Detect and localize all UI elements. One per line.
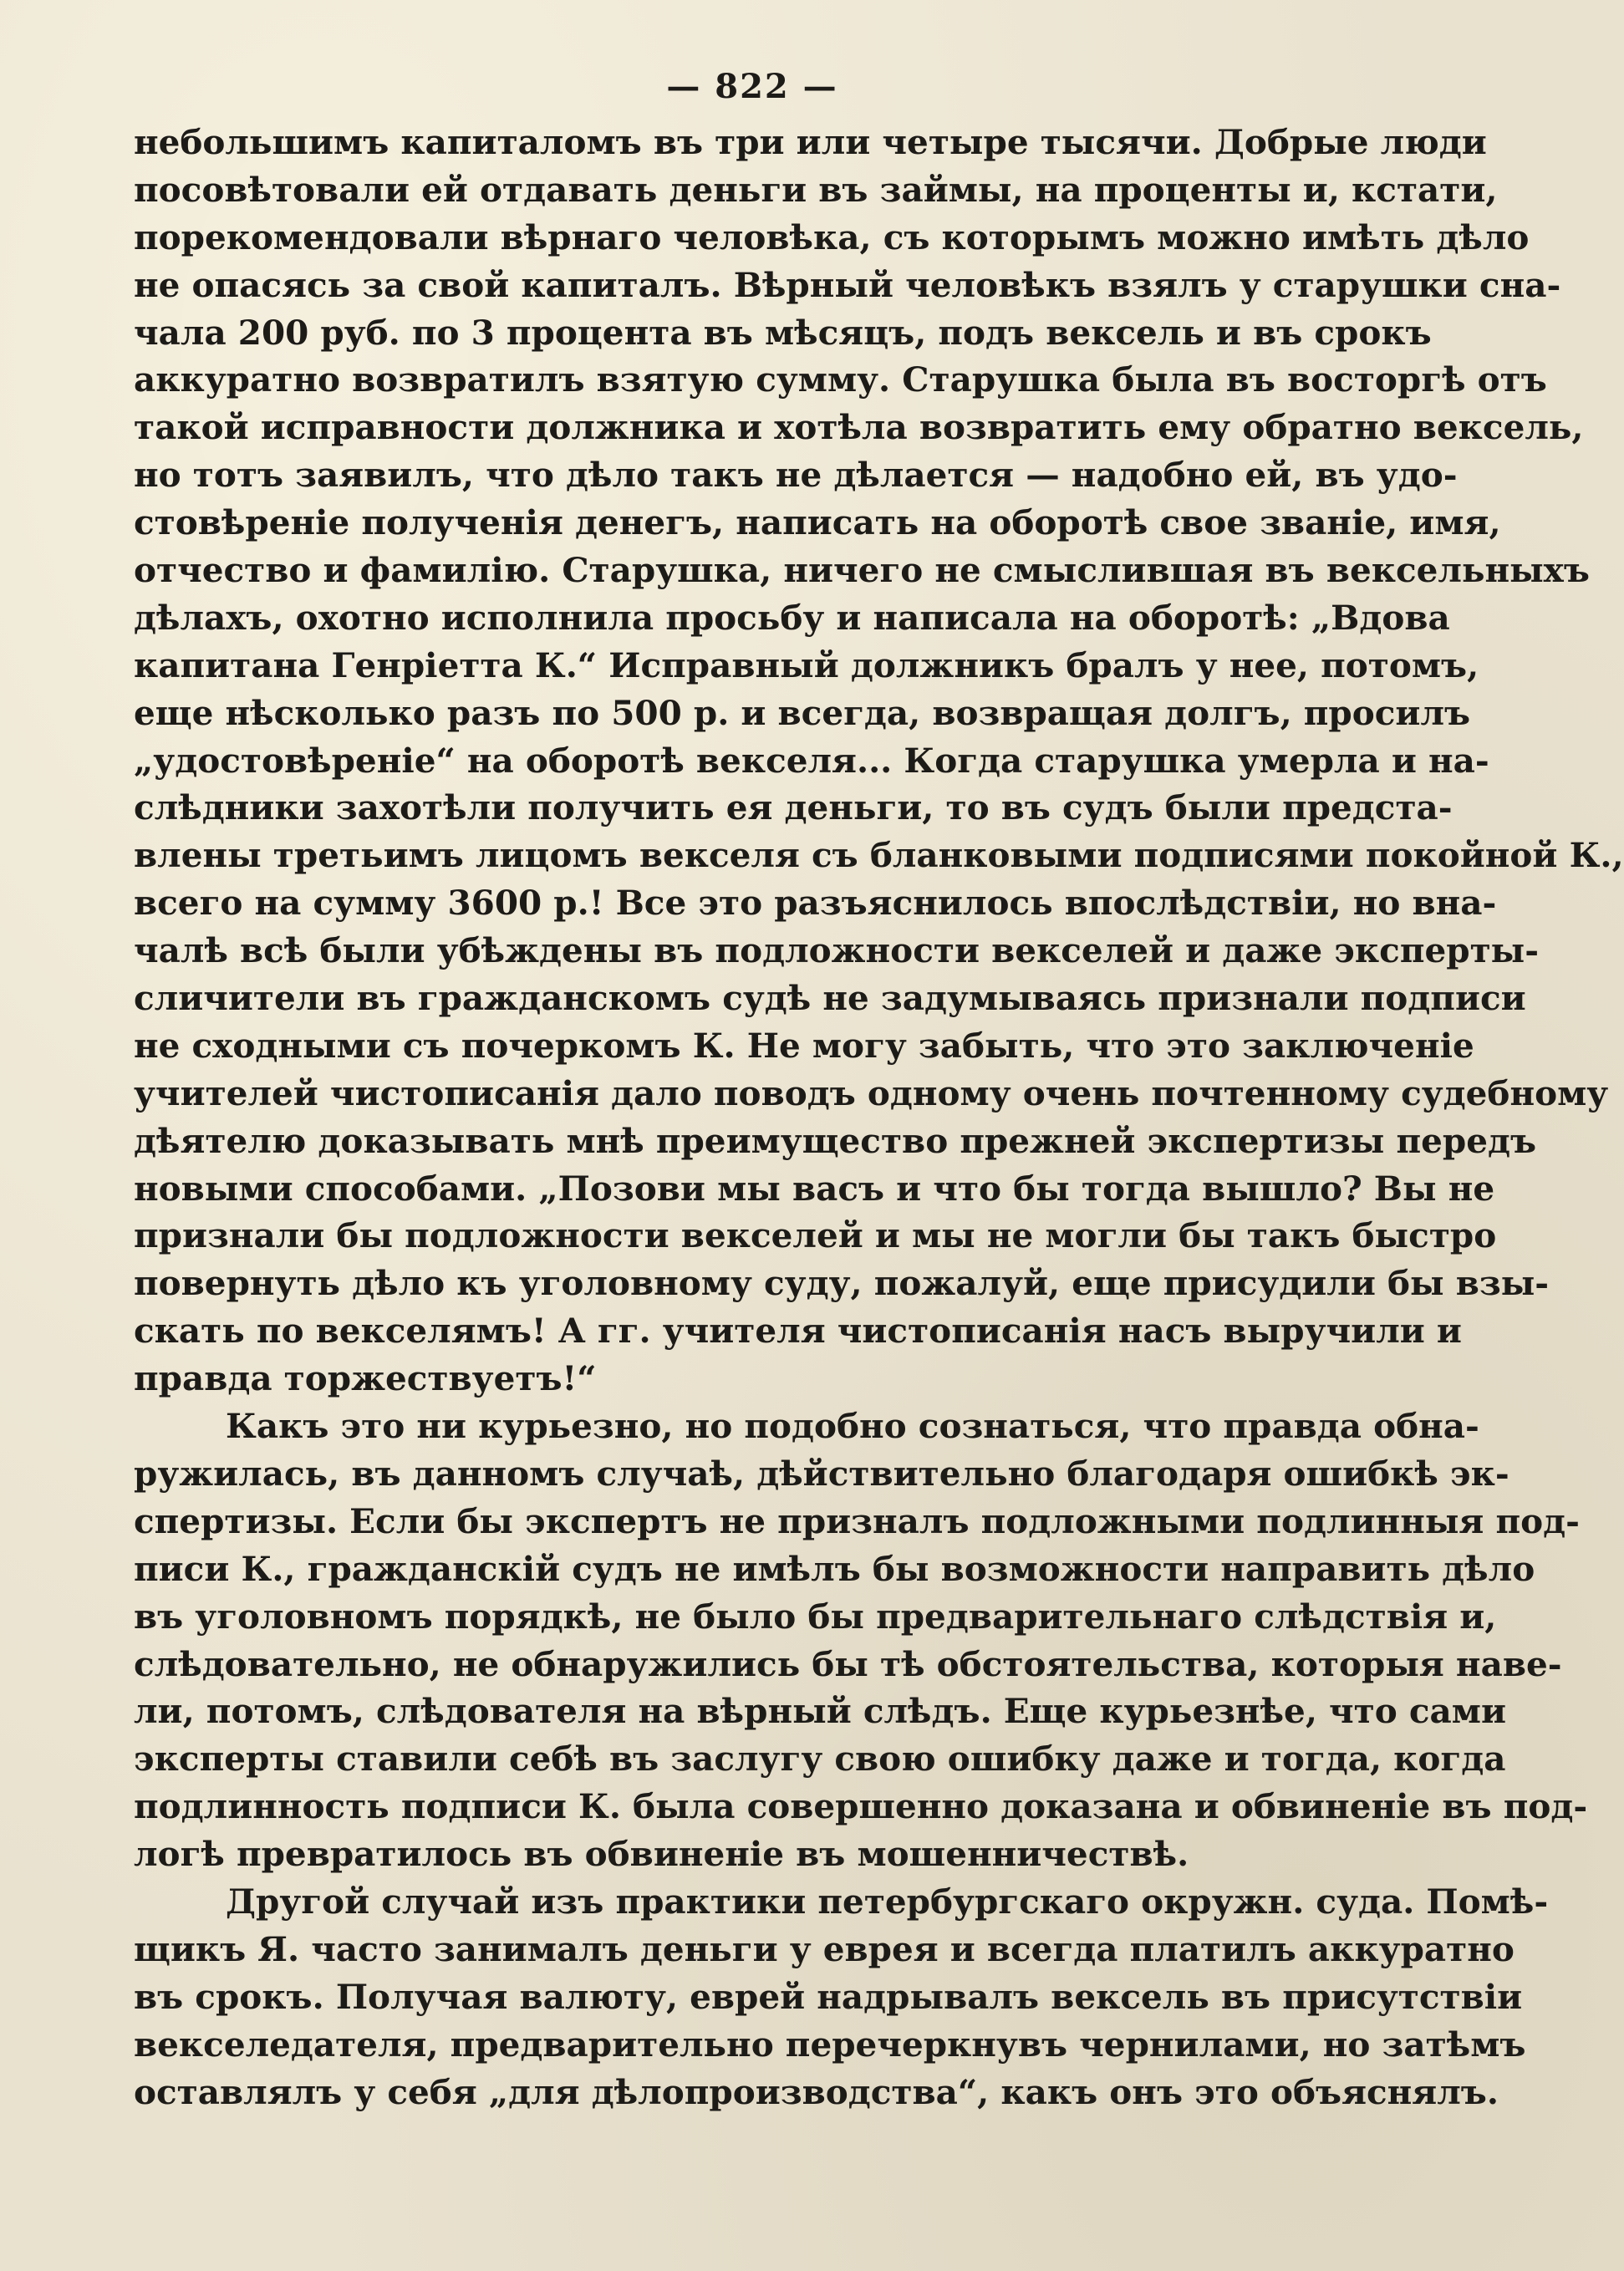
text-line: подлинность подписи К. была совершенно доказана и обвиненіе въ под- <box>134 1786 1588 1827</box>
text-line: повернуть дѣло къ уголовному суду, пожалуй, еще присудили бы взы- <box>134 1263 1550 1304</box>
text-line: еще нѣсколько разъ по 500 р. и всегда, возвращая долгъ, просилъ <box>134 692 1471 733</box>
text-line: Другой случай изъ практики петербургскаго окружн. суда. Помѣ- <box>226 1881 1549 1922</box>
text-line: чала 200 руб. по 3 процента въ мѣсяцъ, подъ вексель и въ срокъ <box>134 312 1432 353</box>
page-number: — 822 — <box>666 67 838 106</box>
text-line: стовѣреніе полученія денегъ, написать на оборотѣ свое званіе, имя, <box>134 502 1501 543</box>
text-line: Какъ это ни курьезно, но подобно сознаться, что правда обна- <box>226 1406 1479 1447</box>
text-line: „удостовѣреніе“ на оборотѣ векселя... Когда старушка умерла и на- <box>134 740 1489 781</box>
text-line: въ срокъ. Получая валюту, еврей надрывалъ вексель въ присутствіи <box>134 1976 1523 2017</box>
text-line: щикъ Я. часто занималъ деньги у еврея и всегда платилъ аккуратно <box>134 1928 1515 1969</box>
text-line: логѣ превратилось въ обвиненіе въ мошенничествѣ. <box>134 1834 1189 1875</box>
text-line: въ уголовномъ порядкѣ, не было бы предварительнаго слѣдствія и, <box>134 1596 1497 1637</box>
text-line: ли, потомъ, слѣдователя на вѣрный слѣдъ. Еще курьезнѣе, что сами <box>134 1691 1506 1732</box>
text-line: писи К., гражданскій судъ не имѣлъ бы возможности направить дѣло <box>134 1548 1535 1589</box>
text-line: скать по векселямъ! А гг. учителя чистописанія насъ выручили и <box>134 1311 1462 1352</box>
text-line: правда торжествуетъ!“ <box>134 1358 597 1399</box>
text-line: спертизы. Если бы экспертъ не призналъ подложными подлинныя под- <box>134 1500 1580 1541</box>
text-line: такой исправности должника и хотѣла возвратить ему обратно вексель, <box>134 407 1584 448</box>
text-line: новыми способами. „Позови мы васъ и что бы тогда вышло? Вы не <box>134 1168 1495 1209</box>
text-line: слѣдовательно, не обнаружились бы тѣ обстоятельства, которыя наве- <box>134 1643 1562 1684</box>
text-line: ружилась, въ данномъ случаѣ, дѣйствительно благодаря ошибкѣ эк- <box>134 1453 1509 1494</box>
text-line: учителей чистописанія дало поводъ одному очень почтенному судебному <box>134 1072 1609 1113</box>
text-line: дѣлахъ, охотно исполнила просьбу и написала на оборотѣ: „Вдова <box>134 597 1450 638</box>
body-text <box>134 119 1624 2116</box>
text-line: признали бы подложности векселей и мы не могли бы такъ быстро <box>134 1215 1497 1256</box>
text-line: дѣятелю доказывать мнѣ преимущество прежней экспертизы передъ <box>134 1120 1537 1161</box>
text-line: не сходными съ почеркомъ К. Не могу забыть, что это заключеніе <box>134 1025 1474 1066</box>
text-line: посовѣтовали ей отдавать деньги въ займы, на проценты и, кстати, <box>134 169 1498 210</box>
text-line: порекомендовали вѣрнаго человѣка, съ которымъ можно имѣть дѣло <box>134 216 1530 257</box>
text-line: аккуратно возвратилъ взятую сумму. Старушка была въ восторгѣ отъ <box>134 359 1547 400</box>
text-line: оставлялъ у себя „для дѣлопроизводства“, какъ онъ это объяснялъ. <box>134 2071 1499 2112</box>
text-line: небольшимъ капиталомъ въ три или четыре тысячи. Добрые люди <box>134 122 1487 162</box>
text-line: но тотъ заявилъ, что дѣло такъ не дѣлается — надобно ей, въ удо- <box>134 455 1458 496</box>
text-line: эксперты ставили себѣ въ заслугу свою ошибку даже и тогда, когда <box>134 1739 1506 1780</box>
book-page <box>134 60 1624 2116</box>
text-line: векселедателя, предварительно перечеркнувъ чернилами, но затѣмъ <box>134 2024 1526 2065</box>
text-line: влены третьимъ лицомъ векселя съ бланковыми подписями покойной К., <box>134 835 1624 876</box>
text-line: сличители въ гражданскомъ судѣ не задумываясь признали подписи <box>134 978 1526 1019</box>
text-line: всего на сумму 3600 р.! Все это разъяснилось впослѣдствіи, но вна- <box>134 883 1497 924</box>
text-line: капитана Генріетта К.“ Исправный должникъ бралъ у нее, потомъ, <box>134 644 1479 685</box>
text-line: отчество и фамилію. Старушка, ничего не смыслившая въ вексельныхъ <box>134 550 1590 591</box>
text-line: слѣдники захотѣли получить ея деньги, то въ судъ были предста- <box>134 787 1453 828</box>
text-line: не опасясь за свой капиталъ. Вѣрный человѣкъ взялъ у старушки сна- <box>134 264 1561 305</box>
text-line: чалѣ всѣ были убѣждены въ подложности векселей и даже эксперты- <box>134 930 1540 971</box>
